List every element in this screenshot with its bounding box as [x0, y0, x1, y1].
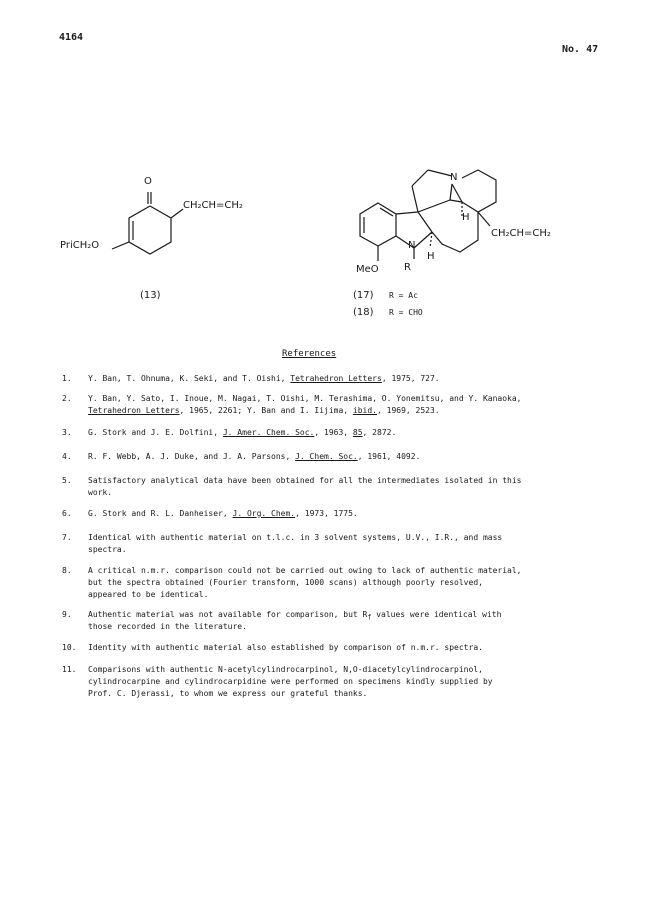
reference-number: 4.: [62, 452, 72, 461]
reference-line: [88, 688, 608, 700]
reference-text: cylindrocarpine and cylindrocarpidine were performed on specimens kindly supplied by: [88, 677, 493, 686]
reference-line: [88, 508, 608, 520]
allyl-label-17: CH₂CH=CH₂: [491, 228, 551, 239]
reference-number: 11.: [62, 665, 77, 674]
reference-text: Y. Ban, T. Ohnuma, K. Seki, and T. Oishi,: [88, 374, 291, 383]
reference-line: [88, 589, 608, 601]
reference-text: , 1975, 727.: [381, 374, 440, 383]
allyl-17-bond: [478, 212, 490, 226]
reference-text: spectra.: [88, 545, 127, 554]
pyrrolidine-4: [450, 184, 452, 200]
reference-text: Identity with authentic material also established by comparison of n.m.r. spectra.: [88, 643, 483, 652]
reference-citation: J. Org. Chem.: [232, 509, 296, 518]
reference-text: , 1963,: [314, 428, 353, 437]
reference-text: R. F. Webb, A. J. Duke, and J. A. Parsons,: [88, 452, 296, 461]
reference-text: , 1965, 2261; Y. Ban and I. Iijima,: [179, 406, 353, 415]
allyl-label-13: CH₂CH=CH₂: [183, 200, 243, 211]
reference-text: , 1961, 4092.: [357, 452, 421, 461]
meo-label: MeO: [356, 264, 379, 275]
pyrrolidine-3: [428, 170, 452, 176]
n-top-label: N: [450, 172, 458, 183]
reference-line: [88, 664, 608, 676]
reference-line: [88, 565, 608, 577]
reference-text: , 1973, 1775.: [295, 509, 358, 518]
reference-text: G. Stork and R. L. Danheiser,: [88, 509, 233, 518]
reference-line: [88, 621, 608, 633]
pyrrolidine-2: [412, 170, 428, 186]
reference-number: 8.: [62, 566, 72, 575]
reference-text: those recorded in the literature.: [88, 622, 247, 631]
pyrrolidine-5: [418, 200, 450, 212]
reference-number: 9.: [62, 610, 72, 619]
reference-text: work.: [88, 488, 113, 497]
reference-line: [88, 544, 608, 556]
cyclohexane-ring: [432, 212, 478, 252]
reference-citation: Tetrahedron Letters: [290, 374, 382, 383]
reference-number: 10.: [62, 643, 77, 652]
n-bottom-label: N: [408, 240, 416, 251]
bond-c3: [396, 212, 418, 214]
reference-number: 5.: [62, 476, 72, 485]
compound-18-r: R = CHO: [389, 308, 423, 317]
reference-text: f: [367, 613, 372, 622]
reference-number: 2.: [62, 394, 72, 403]
reference-line: [88, 676, 608, 688]
reference-text: G. Stork and J. E. Dolfini,: [88, 428, 223, 437]
h-bottom-label: H: [427, 251, 435, 262]
reference-text: appeared to be identical.: [88, 590, 209, 599]
reference-citation: Tetrahedron Letters: [88, 406, 180, 415]
reference-citation: J. Chem. Soc.: [295, 452, 358, 461]
benzene-ring: [360, 203, 396, 246]
reference-line: [88, 427, 608, 439]
bond-n1: [414, 232, 432, 248]
reference-citation: ibid.: [352, 406, 377, 415]
bond-c2: [418, 212, 432, 232]
r-label: R: [404, 262, 411, 273]
ether-bond: [112, 242, 129, 249]
reference-line: [88, 487, 608, 499]
reference-text: Authentic material was not available for comparison, but R: [88, 610, 368, 619]
reference-line: [88, 373, 608, 385]
reference-number: 7.: [62, 533, 72, 542]
reference-citation: 85: [352, 428, 363, 437]
reference-line: [88, 393, 608, 405]
h-top-label: H: [462, 212, 470, 223]
reference-text: Prof. C. Djerassi, to whom we express our grateful thanks.: [88, 689, 368, 698]
reference-text: Y. Ban, Y. Sato, I. Inoue, M. Nagai, T. Oishi, M. Terashima, O. Yonemitsu, and Y. Kanaoka,: [88, 394, 522, 403]
compound-13-caption: (13): [140, 290, 161, 301]
reference-line: [88, 475, 608, 487]
reference-line: [88, 642, 608, 654]
reference-number: 3.: [62, 428, 72, 437]
reference-text: Comparisons with authentic N-acetylcylindrocarpinol, N,O-diacetylcylindrocarpinol,: [88, 665, 483, 674]
compound-18-caption: (18): [353, 307, 374, 318]
reference-number: 6.: [62, 509, 72, 518]
carbonyl-o-label: O: [144, 176, 152, 187]
reference-text: Identical with authentic material on t.l.c. in 3 solvent systems, U.V., I.R., and mass: [88, 533, 503, 542]
ring-13: [129, 206, 171, 254]
pyrrolidine-1: [412, 186, 418, 212]
issue-number: No. 47: [562, 44, 599, 55]
reference-line: [88, 405, 608, 417]
compound-17-r: R = Ac: [389, 291, 418, 300]
piperidine-link: [450, 200, 462, 202]
allyl-bond: [171, 209, 183, 218]
page-number: 4164: [59, 32, 84, 43]
references-heading: References: [282, 349, 337, 359]
reference-text: A critical n.m.r. comparison could not be carried out owing to lack of authentic material,: [88, 566, 522, 575]
structure-diagrams: [0, 0, 672, 340]
reference-text: but the spectra obtained (Fourier transform, 1000 scans) although poorly resolved,: [88, 578, 483, 587]
compound-17-structure: [360, 170, 496, 261]
ether-label: PriCH₂O: [60, 240, 100, 251]
reference-text: , 2872.: [362, 428, 397, 437]
benzene-double-2: [380, 208, 393, 216]
reference-text: values were identical with: [371, 610, 502, 619]
reference-line: [88, 577, 608, 589]
reference-line: [88, 451, 608, 463]
reference-citation: J. Amer. Chem. Soc.: [222, 428, 315, 437]
reference-number: 1.: [62, 374, 72, 383]
compound-13-structure: [112, 192, 183, 254]
piperidine-ring: [452, 170, 496, 212]
reference-text: , 1969, 2523.: [377, 406, 440, 415]
reference-text: Satisfactory analytical data have been obtained for all the intermediates isolated in this: [88, 476, 522, 485]
h-hash-2: [430, 232, 432, 248]
compound-17-caption: (17): [353, 290, 374, 301]
reference-line: [88, 532, 608, 544]
